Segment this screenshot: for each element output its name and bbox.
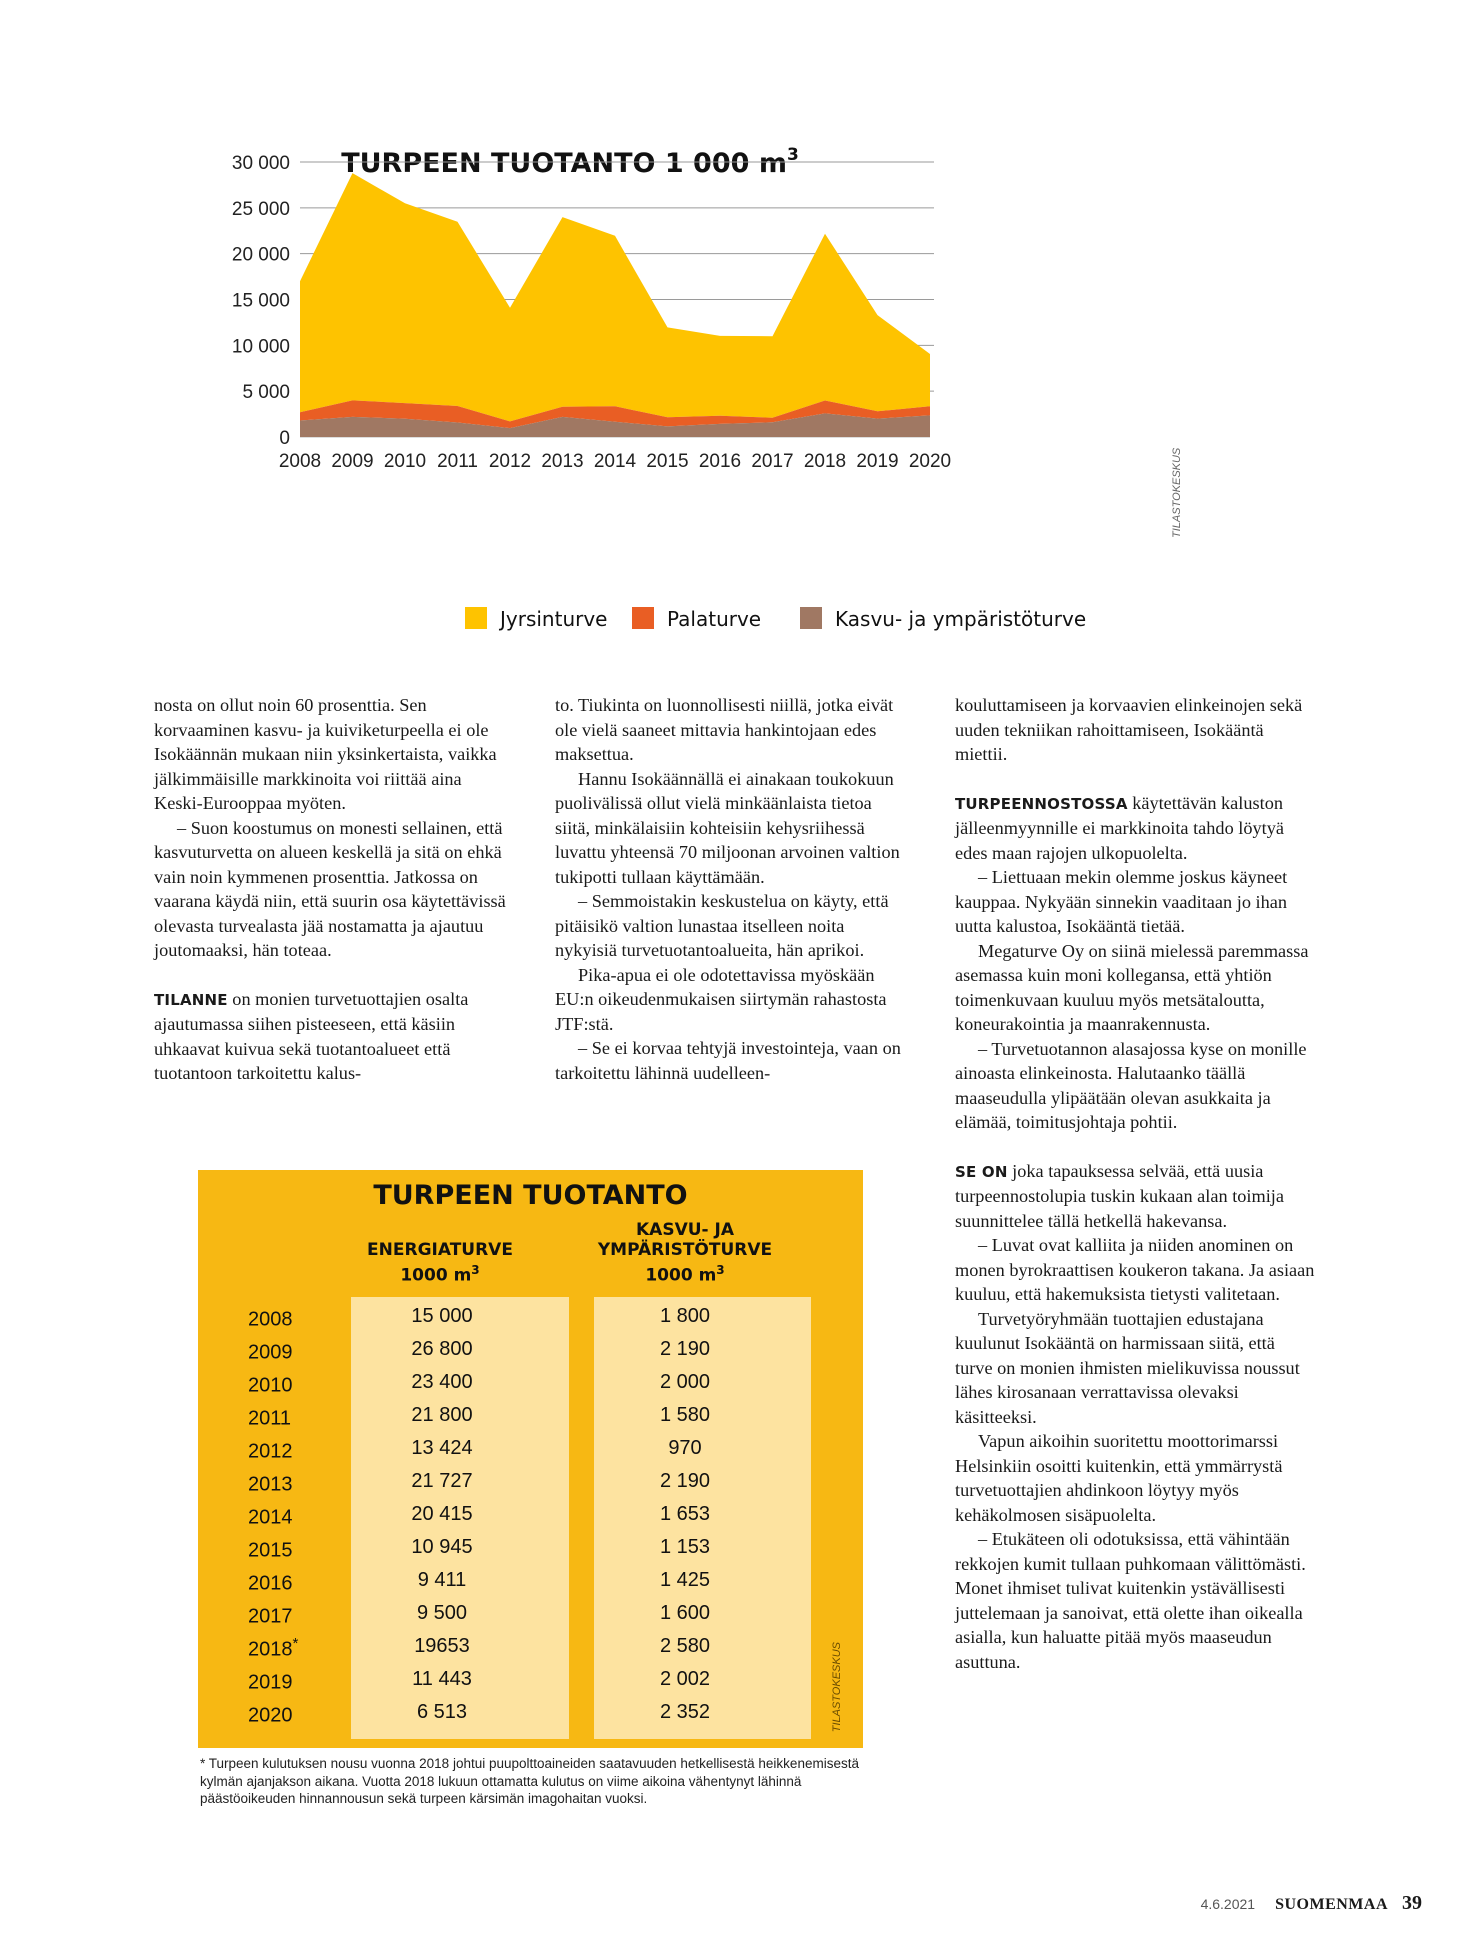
paragraph: to. Tiukinta on luonnollisesti niillä, jotka eivät ole vielä saaneet mittavia hankintojaan edes maksettua.	[555, 695, 894, 764]
paragraph: – Liettuaan mekin olemme joskus käyneet kauppaa. Nykyään sinnekin vaaditaan jo ihan uutta kalustoa, Isokääntä tietää.	[955, 867, 1288, 936]
page-footer	[1201, 1892, 1422, 1915]
y-tick-label: 5 000	[242, 382, 290, 404]
row-year-text: 2009	[248, 1341, 293, 1364]
header-unit: 1000 m	[645, 1265, 717, 1286]
table-source-label: TILASTOKESKUS	[831, 1641, 843, 1732]
lead-in-word: TURPEENNOSTOSSA	[955, 794, 1128, 813]
row-energy-value: 9 411	[417, 1569, 467, 1591]
row-energy-value: 21 727	[411, 1470, 473, 1492]
x-tick-label: 2012	[488, 451, 532, 472]
production-table-box	[198, 1170, 863, 1748]
x-tick-label: 2020	[908, 451, 952, 472]
paragraph: – Suon koostumus on monesti sellainen, että kasvuturvetta on alueen keskellä ja sitä on ehkä vain noin kymmenen prosenttia. Jatkossa on vaarana käydä niin, että suurin osa käytettävissä olevasta turvealasta jää nostamatta ja ajautuu joutomaaksi, hän toteaa.	[154, 817, 506, 960]
issue-date: 4.6.2021	[1200, 1896, 1256, 1912]
paragraph-text: joka tapauksessa selvää, että uusia turpeennostolupia tuskin kukaan alan toimija suunnittelee tällä hetkellä hakevansa.	[955, 1160, 1284, 1231]
row-growing-value: 1 580	[659, 1404, 711, 1426]
lead-in-word: SE ON	[955, 1162, 1008, 1181]
row-growing-value: 2 580	[659, 1635, 711, 1657]
y-tick-label: 25 000	[231, 198, 290, 220]
legend-label: Kasvu- ja ympäristöturve	[835, 607, 1087, 631]
x-tick-label: 2010	[383, 451, 427, 472]
chart-source-label: TILASTOKESKUS	[1171, 447, 1183, 538]
row-year-text: 2015	[248, 1539, 293, 1562]
legend-label: Palaturve	[667, 607, 762, 631]
paragraph: nosta on ollut noin 60 prosenttia. Sen korvaaminen kasvu- ja kuiviketurpeella ei ole Isokäännän mukaan niin yksinkertaista, vaikka jälkimmäisille markkinoita voi riittää aina Keski-Eurooppaa myöten.	[154, 695, 497, 813]
table-header-growing	[570, 1220, 800, 1286]
legend-swatch	[800, 607, 822, 629]
table-header-energy	[340, 1240, 540, 1286]
row-energy-value: 15 000	[411, 1305, 473, 1327]
row-energy-value: 6 513	[416, 1701, 468, 1723]
table-rows	[198, 1301, 863, 1730]
row-year-text: 2019	[248, 1671, 293, 1694]
table-row	[198, 1664, 863, 1697]
y-tick-label: 30 000	[231, 153, 290, 174]
article-column-left	[154, 693, 514, 1086]
row-growing-value: 1 653	[659, 1503, 711, 1525]
x-tick-label: 2011	[437, 451, 478, 472]
table-row	[198, 1598, 863, 1631]
table-title: TURPEEN TUOTANTO	[373, 1180, 688, 1211]
paragraph: Pika-apua ei ole odotettavissa myöskään EU:n oikeudenmukaisen siirtymän rahastosta JTF:stä.	[555, 964, 887, 1034]
paragraph: Hannu Isokäännällä ei ainakaan toukokuun puolivälissä ollut vielä minkäänlaista tietoa siitä, minkälaisiin kohteisiin kehysriihessä luvattu yhteensä 70 miljoonan arvoinen valtion tukipotti tullaan käyttämään.	[555, 768, 900, 887]
paragraph-text: on monien turvetuottajien osalta ajautumassa siihen pisteeseen, että käsiin uhkaavat kuivua sekä tuotantoalueet että tuotantoon tarkoitettu kalus-	[154, 988, 469, 1083]
table-row	[198, 1631, 863, 1664]
paragraph	[154, 987, 514, 1086]
chart-x-axis	[279, 451, 951, 472]
header-line	[340, 1260, 540, 1286]
header-line: KASVU- JA	[636, 1220, 734, 1240]
table-footnote: * Turpeen kulutuksen nousu vuonna 2018 johtui puupolttoaineiden saatavuuden hetkellisestä heikkenemisestä kylmän ajanjakson aikana. Vuotta 2018 lukuun ottamatta kulutus on viime aikoina vähentynyt lähinnä päästöoikeuden hinnannousun sekä turpeen kärsimän imagohaitan vuoksi.	[200, 1756, 859, 1806]
legend-label: Jyrsinturve	[500, 607, 608, 631]
row-year-text: 2017	[248, 1605, 293, 1628]
row-year-text: 2012	[248, 1440, 293, 1463]
row-energy-value: 19653	[414, 1635, 470, 1657]
table-row	[198, 1301, 863, 1334]
legend-swatch	[632, 607, 654, 629]
x-tick-label: 2009	[331, 451, 374, 472]
row-growing-value: 1 425	[659, 1569, 711, 1591]
x-tick-label: 2014	[593, 451, 637, 472]
header-line: YMPÄRISTÖTURVE	[597, 1240, 773, 1260]
chart-legend	[465, 607, 1086, 631]
chart-y-axis	[232, 153, 290, 449]
paragraph	[955, 791, 1315, 866]
header-line: ENERGIATURVE	[367, 1240, 513, 1260]
row-growing-value: 2 000	[659, 1371, 711, 1393]
row-year-text: 2014	[248, 1506, 293, 1529]
y-tick-label: 0	[279, 428, 290, 449]
y-tick-label: 10 000	[231, 336, 290, 358]
table-row	[198, 1334, 863, 1367]
table-row	[198, 1565, 863, 1598]
row-energy-value: 13 424	[411, 1437, 473, 1459]
chart-title-superscript: 3	[786, 145, 799, 165]
y-tick-label: 20 000	[231, 244, 290, 266]
lead-in-word: TILANNE	[154, 990, 228, 1009]
paragraph: – Etukäteen oli odotuksissa, että vähintään rekkojen kumit tullaan puhkomaan välittömästi. Monet ihmiset tulivat kuitenkin ystävällisesti juttelemaan ja sanoivat, että olette ihan oikealla asialla, kun haluatte pitää myös maaseudun asuttuna.	[955, 1529, 1306, 1672]
magazine-name: SUOMENMAA	[1275, 1896, 1388, 1913]
paragraph: Megaturve Oy on siinä mielessä paremmassa asemassa kuin moni kollegansa, että yhtiön toimenkuvaan kuuluu myös metsätaloutta, koneurakointia ja maanrakennusta.	[955, 940, 1309, 1034]
x-tick-label: 2015	[646, 451, 689, 472]
row-energy-value: 10 945	[411, 1536, 473, 1558]
x-tick-label: 2017	[751, 451, 794, 472]
table-row	[198, 1499, 863, 1532]
table-row	[198, 1367, 863, 1400]
y-tick-label: 15 000	[231, 290, 290, 312]
row-year-text: 2018	[248, 1638, 293, 1661]
paragraph: kouluttamiseen ja korvaavien elinkeinojen sekä uuden tekniikan rahoittamiseen, Isokääntä miettii.	[955, 695, 1303, 764]
row-year-text: 2013	[248, 1473, 293, 1496]
paragraph: – Semmoistakin keskustelua on käyty, että pitäisikö valtion lunastaa itselleen noita nykyisiä turvetuotantoalueita, hän aprikoi.	[555, 891, 889, 960]
row-year-text: 2008	[248, 1308, 293, 1331]
row-growing-value: 1 600	[659, 1602, 711, 1624]
paragraph	[955, 1159, 1315, 1234]
paragraph: – Luvat ovat kalliita ja niiden anominen on monen byrokraattisen koukeron takana. Ja asiaan kuuluu, että hakemuksista tietysti valitetaan.	[955, 1235, 1315, 1304]
row-growing-value: 2 190	[659, 1470, 711, 1492]
row-year-text: 2011	[248, 1407, 292, 1430]
table-row	[198, 1697, 863, 1730]
header-line	[570, 1260, 800, 1286]
article-column-right	[955, 693, 1315, 1674]
row-year-text: 2010	[248, 1374, 293, 1397]
row-energy-value: 9 500	[416, 1602, 468, 1624]
row-footnote-mark: *	[292, 1635, 299, 1652]
x-tick-label: 2018	[803, 451, 847, 472]
paragraph: – Se ei korvaa tehtyjä investointeja, vaan on tarkoitettu lähinnä uudelleen-	[555, 1038, 901, 1083]
row-growing-value: 2 190	[659, 1338, 711, 1360]
legend-swatch	[465, 607, 487, 629]
paragraph: Turvetyöryhmään tuottajien edustajana kuulunut Isokääntä on harmissaan siitä, että turve on monien ihmisten mielikuvissa noussut lähes kirosanaan verrattavissa olevaksi käsitteeksi.	[955, 1308, 1300, 1427]
table-row	[198, 1433, 863, 1466]
row-energy-value: 20 415	[411, 1503, 473, 1525]
row-growing-value: 1 800	[659, 1305, 711, 1327]
x-tick-label: 2019	[856, 451, 899, 472]
paragraph: Vapun aikoihin suoritettu moottorimarssi Helsinkiin osoitti kuitenkin, että ymmärrystä turvetuottajien ahdinkoon löytyy myös kehäkolmosen sisäpuolelta.	[955, 1431, 1283, 1525]
peat-production-chart	[231, 130, 1220, 650]
row-growing-value: 2 352	[659, 1701, 711, 1723]
area-series-jyrsinturve	[300, 173, 930, 421]
paragraph: – Turvetuotannon alasajossa kyse on monille ainoasta elinkeinosta. Halutaanko täällä maaseudulla ylipäätään olevan asukkaita ja elämää, toimitusjohtaja pohtii.	[955, 1038, 1307, 1132]
chart-areas	[300, 173, 930, 437]
x-tick-label: 2016	[698, 451, 742, 472]
table-row	[198, 1400, 863, 1433]
table-row	[198, 1532, 863, 1565]
article-column-middle	[555, 693, 905, 1085]
header-superscript: 3	[716, 1263, 725, 1277]
header-unit: 1000 m	[400, 1265, 472, 1286]
table-row	[198, 1466, 863, 1499]
chart-title-text: TURPEEN TUOTANTO 1 000 m	[341, 148, 787, 179]
row-year-text: 2020	[248, 1704, 293, 1727]
row-energy-value: 23 400	[411, 1371, 473, 1393]
header-superscript: 3	[471, 1263, 480, 1277]
x-tick-label: 2013	[541, 451, 584, 472]
page-number: 39	[1402, 1892, 1422, 1914]
row-year-text: 2016	[248, 1572, 293, 1595]
row-energy-value: 11 443	[412, 1668, 472, 1690]
x-tick-label: 2008	[278, 451, 322, 472]
row-energy-value: 21 800	[411, 1404, 473, 1426]
row-energy-value: 26 800	[411, 1338, 473, 1360]
row-growing-value: 1 153	[659, 1536, 711, 1558]
row-growing-value: 970	[668, 1437, 702, 1459]
row-growing-value: 2 002	[659, 1668, 711, 1690]
paragraph-text: käytettävän kaluston jälleenmyynnille ei markkinoita tahdo löytyä edes maan rajojen ulkopuolelta.	[955, 792, 1284, 863]
